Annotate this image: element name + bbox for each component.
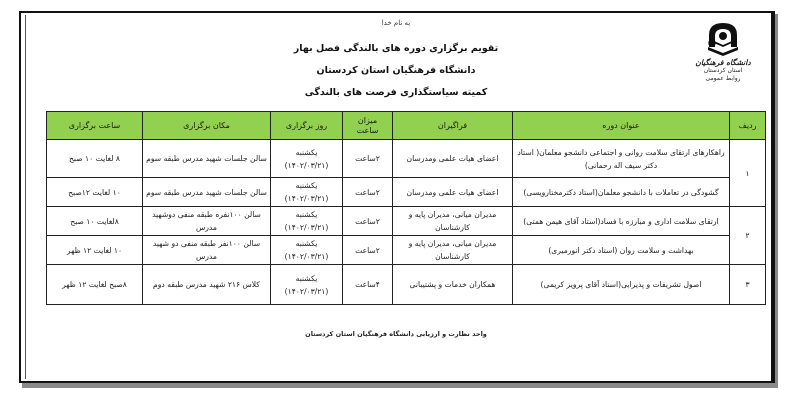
course-title-cell: راهکارهای ارتقای سلامت روانی و اجتماعی دانشجو معلمان( استاد دکتر سیف اله رحمانی) <box>513 140 730 178</box>
location-cell: سالن ۱۰۰نفر طبقه منفی دو شهید مدرس <box>143 236 271 265</box>
document-frame <box>19 11 775 383</box>
footer-unit-text: واحد نظارت و ارزیابی دانشگاه فرهنگیان استان کردستان <box>305 330 487 338</box>
column-header-time: ساعت برگزاری <box>47 112 143 140</box>
course-title-cell: اصول تشریفات و پذیرایی(استاد آقای پرویز کریمی) <box>513 265 730 305</box>
course-title-cell: ارتقای سلامت اداری و مبارزه با فساد(استاد آقای هیمن همتی) <box>513 207 730 236</box>
time-cell: ۱۰ لغایت ۱۲ ظهر <box>47 236 143 265</box>
column-header-day: روز برگزاری <box>271 112 343 140</box>
day-cell <box>271 236 343 265</box>
course-title-cell: بهداشت و سلامت روان (استاد دکتر انورمیری) <box>513 236 730 265</box>
day-cell <box>271 178 343 207</box>
farhangian-emblem-icon <box>703 19 743 59</box>
participants-cell: اعضای هیات علمی ومدرسان <box>393 140 513 178</box>
location-cell: سالن ۱۰۰نفره طبقه منفی دوشهید مدرس <box>143 207 271 236</box>
hours-cell: ۴ساعت <box>343 265 393 305</box>
document-title: تقویم برگزاری دوره های بالندگی فصل بهار <box>293 43 499 54</box>
schedule-table <box>46 111 766 305</box>
column-header-row-number: ردیف <box>730 112 766 140</box>
day-name: یکشنبه <box>295 210 318 219</box>
day-name: یکشنبه <box>295 273 318 283</box>
logo-department-text: روابط عمومی <box>705 75 741 82</box>
day-cell <box>271 207 343 236</box>
participants-cell: مدیران میانی، مدیران پایه و کارشناسان <box>393 236 513 265</box>
table-row <box>47 236 766 265</box>
location-cell: سالن جلسات شهید مدرس طبقه سوم <box>143 140 271 178</box>
table-row <box>47 265 766 305</box>
day-date: (۱۴۰۲/۰۳/۲۱) <box>284 223 329 232</box>
day-name: یکشنبه <box>295 181 318 190</box>
day-date: (۱۴۰۲/۰۳/۲۱) <box>284 194 329 203</box>
table-row <box>47 207 766 236</box>
day-date: (۱۴۰۲/۰۳/۲۱) <box>284 286 329 296</box>
row-number-cell: ۱ <box>730 140 766 207</box>
day-date: (۱۴۰۲/۰۳/۲۱) <box>284 160 329 170</box>
hours-cell: ۲ساعت <box>343 207 393 236</box>
column-header-course-title: عنوان دوره <box>513 112 730 140</box>
university-logo <box>687 19 759 97</box>
table-row <box>47 140 766 178</box>
hours-cell: ۲ساعت <box>343 236 393 265</box>
participants-cell: مدیران میانی، مدیران پایه و کارشناسان <box>393 207 513 236</box>
column-header-hours: میزان ساعت <box>343 112 393 140</box>
participants-cell: اعضای هیات علمی ومدرسان <box>393 178 513 207</box>
location-cell: کلاس ۲۱۶ شهید مدرس طبقه دوم <box>143 265 271 305</box>
row-number-cell: ۲ <box>730 207 766 265</box>
hours-cell: ۲ساعت <box>343 178 393 207</box>
time-cell: ۸صبح لغایت ۱۲ ظهر <box>47 265 143 305</box>
time-cell: ۸ لغایت ۱۰ صبح <box>47 140 143 178</box>
bismillah-heading: به نام خدا <box>381 19 411 27</box>
table-row <box>47 178 766 207</box>
table-header-row <box>47 112 766 140</box>
column-header-location: مکان برگزاری <box>143 112 271 140</box>
time-cell: ۱۰ لغایت ۱۲صبح <box>47 178 143 207</box>
day-name: یکشنبه <box>295 147 318 157</box>
day-cell <box>271 265 343 305</box>
day-cell <box>271 140 343 178</box>
logo-university-text: دانشگاه فرهنگیان <box>695 58 751 67</box>
time-cell: ۸لغایت ۱۰ صبح <box>47 207 143 236</box>
location-cell: سالن جلسات شهید مدرس طبقه سوم <box>143 178 271 207</box>
logo-province-text: استان کردستان <box>703 67 743 74</box>
day-name: یکشنبه <box>295 239 318 248</box>
committee-name: کمیته سیاستگذاری فرصت های بالندگی <box>304 87 488 98</box>
day-date: (۱۴۰۲/۰۳/۲۱) <box>284 252 329 261</box>
university-name: دانشگاه فرهنگیان استان کردستان <box>316 65 476 76</box>
row-number-cell: ۳ <box>730 265 766 305</box>
hours-cell: ۲ساعت <box>343 140 393 178</box>
column-header-participants: فراگیران <box>393 112 513 140</box>
course-title-cell: گشودگی در تعاملات با دانشجو معلمان(استاد دکترمختارویسی) <box>513 178 730 207</box>
participants-cell: همکاران خدمات و پشتیبانی <box>393 265 513 305</box>
